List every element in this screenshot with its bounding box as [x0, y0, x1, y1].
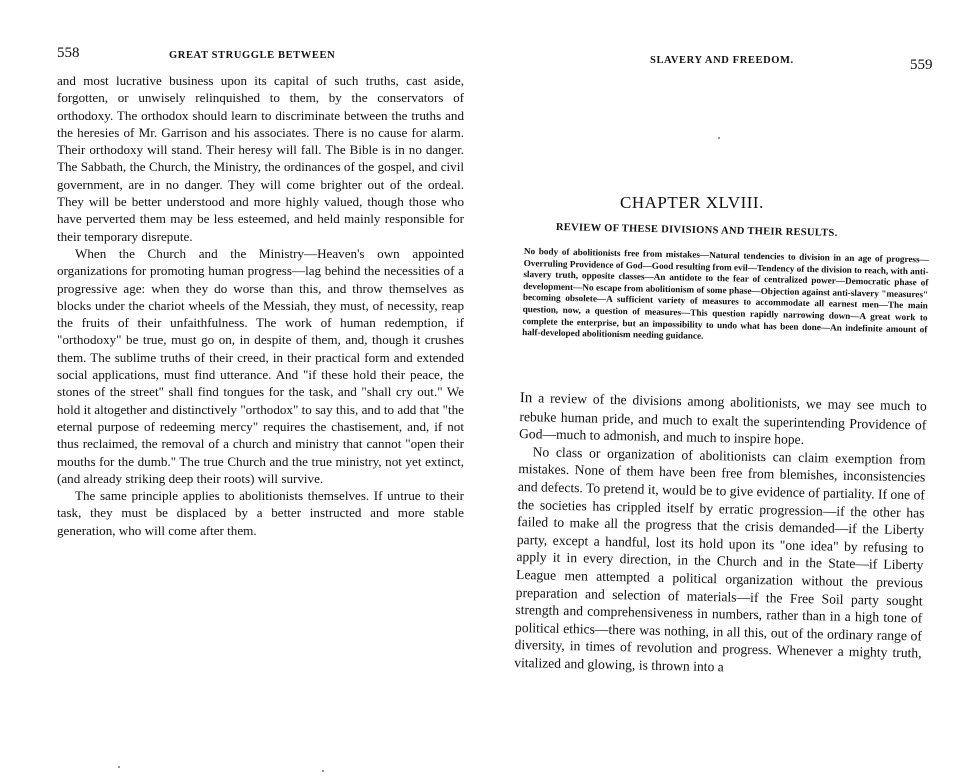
right-paragraph-2: No class or organization of abolitionists can claim exemption from mistakes. None of them have been free from blemishes, inconsistencies and defects. To pretend it, would be to give evidence of partiality. If one of the societies has crippled itself by erratic progression—if the other has failed to make all the progress that the crisis demanded—if the Liberty party, except a handful, lost its hold upon its "one idea" by refusing to apply it in every direction, in the Church and in the State—if Liberty League men attempted a political organization without the previous preparation and selection of materials—if the Free Soil party sought strength and comprehensiveness in numbers, rather than in a high tone of political ethics—there was nothing, in all this, out of the ordinary range of diversity, in times of revolution and progress. Whenever a mighty truth, vitalized and glowing, is thrown into a [514, 444, 926, 675]
page-number-right: 559 [910, 57, 933, 73]
right-paragraph-1 [519, 389, 927, 451]
running-head-right: SLAVERY AND FREEDOM. [650, 55, 794, 66]
scan-speck [718, 137, 720, 139]
scan-speck [322, 770, 324, 772]
chapter-subtitle: REVIEW OF THESE DIVISIONS AND THEIR RESULTS. [555, 222, 838, 239]
running-head-left: GREAT STRUGGLE BETWEEN [169, 50, 336, 61]
paragraph-initial: In [519, 389, 533, 407]
left-paragraph-3: The same principle applies to abolitionists themselves. If untrue to their task, they must be displaced by a better instructed and more stable generation, who will come after them. [57, 488, 464, 538]
left-paragraph-2: When the Church and the Ministry—Heaven's own appointed organizations for promoting human progress—lag behind the necessities of a progressive age: when they do worse than this, and throw themselves as blocks under the chariot wheels of the Messiah, they must, of necessity, reap the fruits of their unfaithfulness. The work of human redemption, if "orthodoxy" be true, must go on, in despite of them, and, though it crushes them. The sublime truths of their creed, in their practical form and extended social applications, must find utterance. And "if these hold their peace, the stones of the street" shall find tongues for the task, and "shall cry out." We hold it altogether and distinctively "orthodox" to say this, and to add that "the eternal purpose of redeeming mercy" requires the chastisement, and, if not thus reclaimed, the removal of a church and ministry that cannot "open their mouths for the dumb." The true Church and the true ministry, not yet extinct, (and already striking deep their roots) will survive. [57, 245, 464, 486]
chapter-synopsis: No body of abolitionists free from mistakes—Natural tendencies to division in an age of progress—Overruling Providence of God—Good resulting from evil—Tendency of the division to reach, with anti-slavery truth, opposite classes—An antidote to the fear of centralized power—Democratic phase of development—No escape from abolitionism of some phase—Objection against anti-slavery "measures" becoming obsolete—A sufficient variety of measures to accommodate all earnest men—The main question, now, a question of measures—This question rapidly narrowing down—A great work to complete the enterprise, but an impossibility to undo what has been done—An indefinite amount of half-developed abolitionism needing guidance. [522, 246, 929, 341]
page-number-left: 558 [57, 45, 80, 61]
right-paragraph-1-text: a review of the divisions among abolitionists, we may see much to rebuke human pride, and much to exalt the superintending Providence of God—much to admonish, and much to inspire hope. [518, 390, 927, 448]
right-body-text [514, 389, 927, 680]
left-paragraph-1: and most lucrative business upon its capital of such truths, cast aside, forgotten, or unwisely relinquished to them, by the conservators of orthodoxy. The orthodox should learn to discriminate between the truths and the heresies of Mr. Garrison and his associates. There is no cause for alarm. Their orthodoxy will stand. Their heresy will fall. The Bible is in no danger. The Sabbath, the Church, the Ministry, the ordinances of the gospel, and civil government, are in no danger. They will come brighter out of the ordeal. They will be better understood and more highly valued, though those who have perverted them may be less esteemed, and held mainly responsible for their temporary disrepute. [57, 73, 464, 244]
chapter-title: CHAPTER XLVIII. [620, 193, 764, 212]
left-body-text [57, 72, 464, 539]
scan-speck [118, 766, 120, 768]
